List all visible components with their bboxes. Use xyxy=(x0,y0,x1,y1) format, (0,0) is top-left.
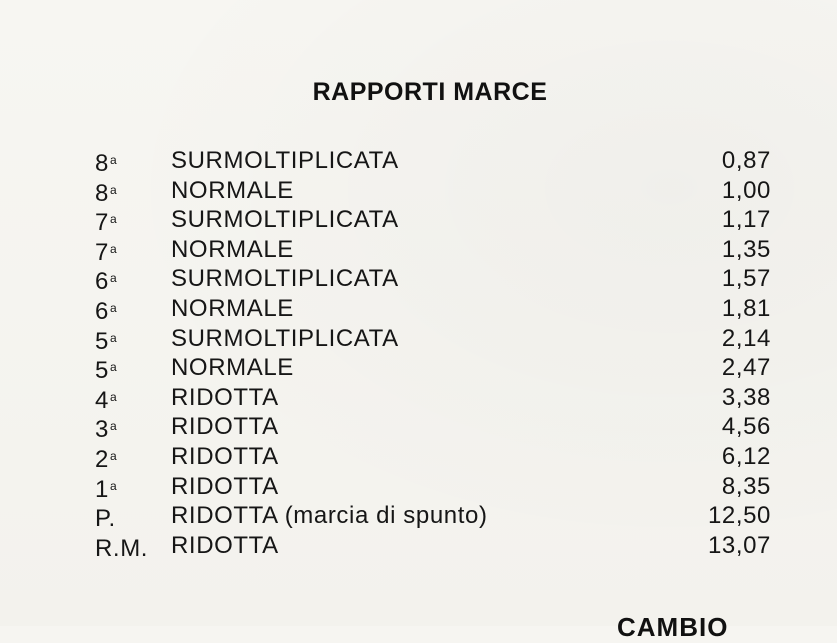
gear-type: NORMALE xyxy=(171,176,294,204)
gear-ratio: 1,57 xyxy=(721,265,771,293)
gear-label: 7$^a$ xyxy=(95,238,118,266)
gear-label: 1$^a$ xyxy=(95,475,118,503)
gear-row xyxy=(0,235,837,265)
gear-type: NORMALE xyxy=(171,235,294,263)
gear-row xyxy=(0,412,837,442)
gear-type: RIDOTTA xyxy=(171,442,279,470)
gear-label: P. xyxy=(95,505,116,533)
gear-ratio: 1,35 xyxy=(721,235,771,263)
gear-type: SURMOLTIPLICATA xyxy=(171,147,399,174)
gear-ratio: 12,50 xyxy=(707,502,771,530)
gear-type: RIDOTTA xyxy=(171,383,279,411)
gear-label: 4$^a$ xyxy=(95,386,118,414)
gear-ratio-table xyxy=(0,146,837,560)
gear-row xyxy=(0,472,837,502)
page-title: RAPPORTI MARCE xyxy=(312,78,548,106)
gear-ratio: 6,12 xyxy=(721,442,771,470)
gear-ratio: 4,56 xyxy=(721,413,771,441)
gear-label: 6$^a$ xyxy=(95,297,118,325)
gear-type: RIDOTTA (marcia di spunto) xyxy=(171,502,488,530)
gear-label: 2$^a$ xyxy=(95,445,118,473)
gear-row xyxy=(0,501,837,531)
gear-row xyxy=(0,146,837,176)
gear-ratio: 0,87 xyxy=(721,147,771,174)
next-section-heading-partial: CAMBIO xyxy=(617,612,729,642)
gear-label: R.M. xyxy=(95,534,149,562)
gear-type: NORMALE xyxy=(171,354,294,382)
gear-type: RIDOTTA xyxy=(171,413,279,441)
gear-label: 8$^a$ xyxy=(95,179,118,207)
gear-ratio: 1,81 xyxy=(721,294,771,322)
gear-label: 7$^a$ xyxy=(95,209,118,237)
gear-row xyxy=(0,294,837,324)
gear-row xyxy=(0,324,837,354)
gear-type: SURMOLTIPLICATA xyxy=(171,206,399,234)
gear-label: 5$^a$ xyxy=(95,327,118,355)
gear-type: SURMOLTIPLICATA xyxy=(171,265,399,293)
gear-type: SURMOLTIPLICATA xyxy=(171,324,399,352)
gear-ratio: 2,14 xyxy=(721,324,771,352)
gear-row xyxy=(0,176,837,206)
gear-row xyxy=(0,383,837,413)
gear-type: NORMALE xyxy=(171,294,294,322)
gear-ratio: 13,07 xyxy=(707,531,771,559)
gear-label: 3$^a$ xyxy=(95,416,118,444)
gear-row xyxy=(0,353,837,383)
gear-ratio: 8,35 xyxy=(721,472,771,500)
gear-ratio: 2,47 xyxy=(721,354,771,382)
gear-type: RIDOTTA xyxy=(171,472,279,500)
gear-row xyxy=(0,531,837,561)
gear-ratio: 1,00 xyxy=(721,176,771,204)
gear-row xyxy=(0,442,837,472)
gear-label: 8$^a$ xyxy=(95,150,118,177)
gear-row xyxy=(0,264,837,294)
gear-ratio: 1,17 xyxy=(721,206,771,234)
gear-ratio: 3,38 xyxy=(721,383,771,411)
gear-label: 5$^a$ xyxy=(95,357,118,385)
gear-type: RIDOTTA xyxy=(171,531,279,559)
gear-row xyxy=(0,205,837,235)
gear-label: 6$^a$ xyxy=(95,268,118,296)
